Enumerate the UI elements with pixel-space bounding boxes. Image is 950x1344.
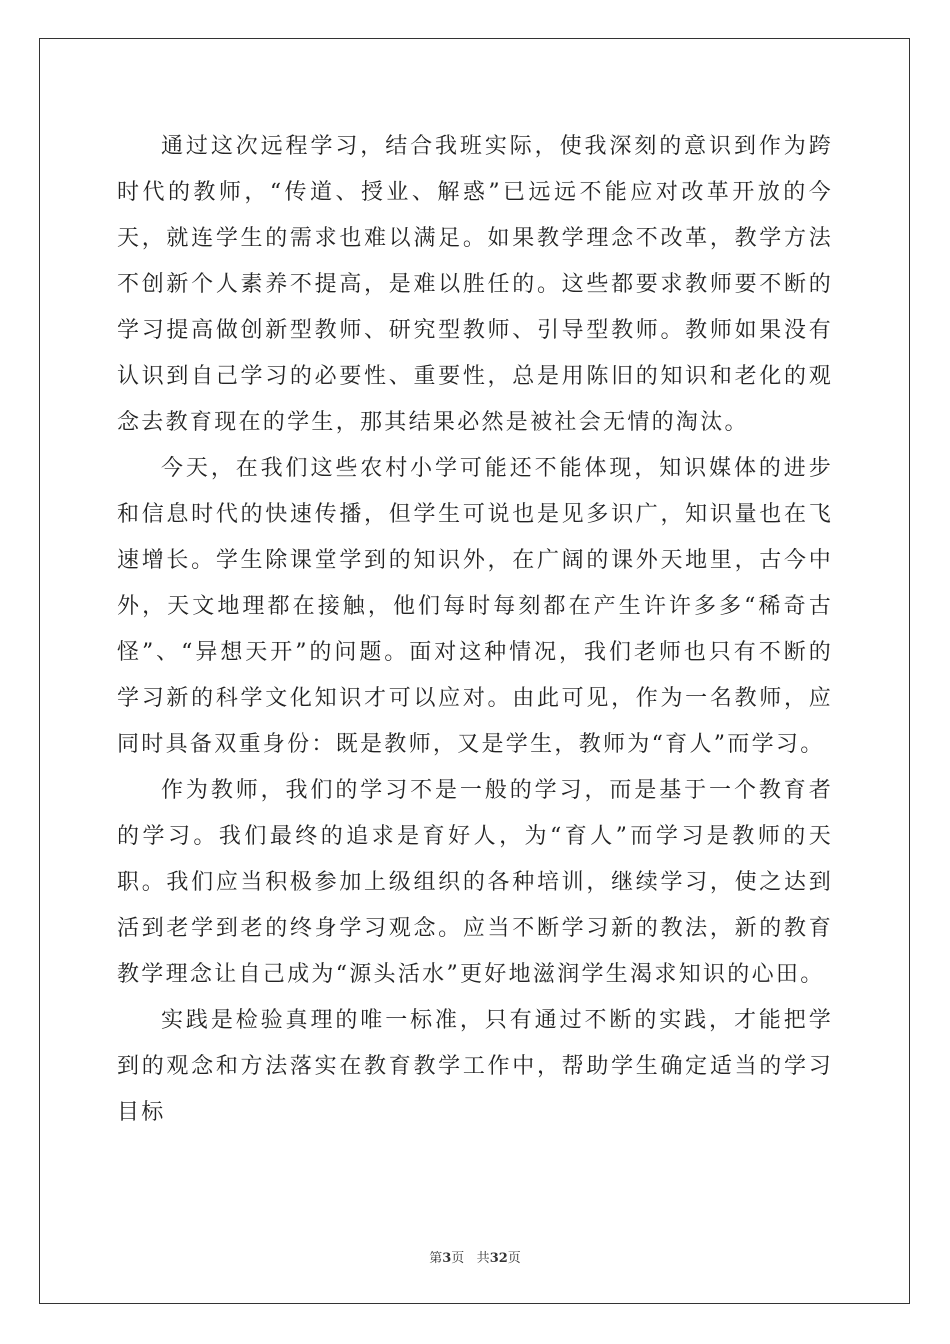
paragraph-1: 通过这次远程学习，结合我班实际，使我深刻的意识到作为跨时代的教师，“传道、授业、解惑”已远远不能应对改革开放的今天，就连学生的需求也难以满足。如果教学理念不改革，教学方法不创新个人素养不提高，是难以胜任的。这些都要求教师要不断的学习提高做创新型教师、研究型教师、引导型教师。教师如果没有认识到自己学习的必要性、重要性，总是用陈旧的知识和老化的观念去教育现在的学生，那其结果必然是被社会无情的淘汰。	[117, 134, 833, 435]
footer-page-suffix: 页	[451, 1251, 465, 1266]
document-body	[117, 124, 833, 1136]
current-page-number: 3	[442, 1251, 452, 1266]
paragraph-2: 今天，在我们这些农村小学可能还不能体现，知识媒体的进步和信息时代的快速传播，但学生可说也是见多识广，知识量也在飞速增长。学生除课堂学到的知识外，在广阔的课外天地里，古今中外，天文地理都在接触，他们每时每刻都在产生许许多多“稀奇古怪”、“异想天开”的问题。面对这种情况，我们老师也只有不断的学习新的科学文化知识才可以应对。由此可见，作为一名教师，应同时具备双重身份：既是教师，又是学生，教师为“育人”而学习。	[117, 456, 833, 757]
paragraph-3: 作为教师，我们的学习不是一般的学习，而是基于一个教育者的学习。我们最终的追求是育好人，为“育人”而学习是教师的天职。我们应当积极参加上级组织的各种培训，继续学习，使之达到活到老学到老的终身学习观念。应当不断学习新的教法，新的教育教学理念让自己成为“源头活水”更好地滋润学生渴求知识的心田。	[117, 778, 833, 987]
total-page-count: 32	[489, 1251, 508, 1266]
footer-total-prefix: 共	[476, 1251, 490, 1266]
footer-gap	[464, 1251, 476, 1266]
paragraph-4: 实践是检验真理的唯一标准，只有通过不断的实践，才能把学到的观念和方法落实在教育教学工作中，帮助学生确定适当的学习目标	[117, 1008, 833, 1125]
page-footer	[0, 1247, 950, 1266]
footer-prefix: 第	[429, 1251, 443, 1266]
footer-total-suffix: 页	[507, 1251, 521, 1266]
